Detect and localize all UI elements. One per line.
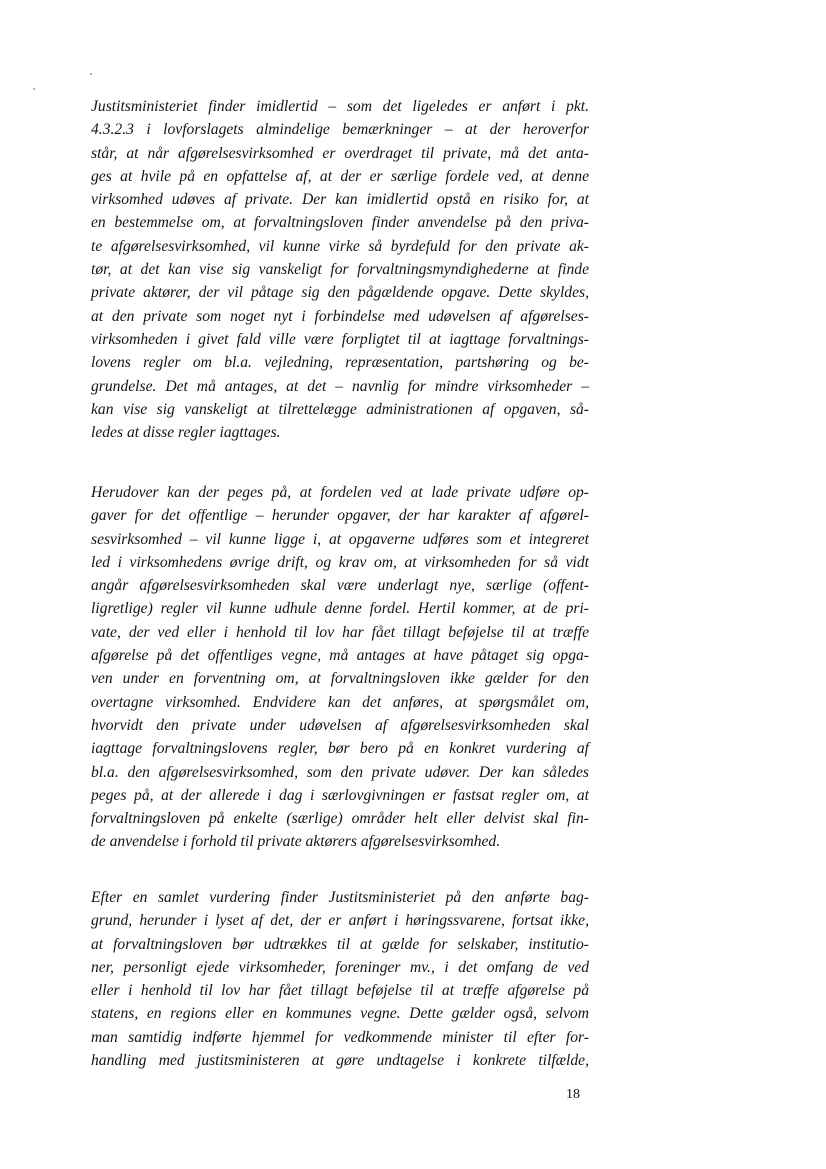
text-line: at forvaltningsloven bør udtrækkes til at gælde for selskaber, institutio- — [91, 935, 589, 953]
text-line: gaver for det offentlige – herunder opgaver, der har karakter af afgørel- — [91, 507, 589, 525]
text-line: bl.a. den afgørelsesvirksomhed, som den private udøver. Der kan således — [91, 763, 589, 781]
text-line: man samtidig indførte hjemmel for vedkommende minister til efter for- — [91, 1028, 589, 1046]
text-line: ges at hvile på en opfattelse af, at der er særlige fordele ved, at denne — [91, 167, 589, 185]
text-line: vate, der ved eller i henhold til lov har fået tillagt beføjelse til at træffe — [91, 623, 589, 641]
text-line: forvaltningsloven på enkelte (særlige) områder helt eller delvist skal fin- — [91, 810, 589, 828]
text-line: står, at når afgørelsesvirksomhed er overdraget til private, må det anta- — [91, 144, 589, 162]
text-line: 4.3.2.3 i lovforslagets almindelige bemærkninger – at der heroverfor — [91, 121, 589, 139]
text-line: private aktører, der vil påtage sig den pågældende opgave. Dette skyldes, — [91, 284, 589, 302]
text-line: tør, at det kan vise sig vanskeligt for forvaltningsmyndighederne at finde — [91, 261, 589, 279]
text-line: virksomhed udøves af private. Der kan imidlertid opstå en risiko for, at — [91, 191, 589, 209]
page-number: 18 — [566, 1087, 580, 1102]
text-line: grund, herunder i lyset af det, der er anført i høringssvarene, fortsat ikke, — [91, 912, 589, 930]
text-line: peges på, at der allerede i dag i særlovgivningen er fastsat regler om, at — [91, 786, 589, 804]
text-line: en bestemmelse om, at forvaltningsloven finder anvendelse på den priva- — [91, 214, 589, 232]
text-line: te afgørelsesvirksomhed, vil kunne virke så byrdefuld for den private ak- — [91, 237, 589, 255]
text-line: Herudover kan der peges på, at fordelen ved at lade private udføre op- — [91, 484, 589, 501]
text-line: iagttage forvaltningslovens regler, bør bero på en konkret vurdering af — [91, 740, 589, 758]
scan-speck — [33, 88, 35, 90]
text-line: statens, en regions eller en kommunes vegne. Dette gælder også, selvom — [91, 1005, 589, 1023]
text-line: lovens regler om bl.a. vejledning, repræsentation, partshøring og be- — [91, 354, 589, 372]
text-line: ligretlige) regler vil kunne udhule denne fordel. Hertil kommer, at de pri- — [91, 600, 589, 618]
text-line: at den private som noget nyt i forbindelse med udøvelsen af afgørelses- — [91, 307, 589, 325]
text-line: virksomheden i givet fald ville være forpligtet til at iagttage forvaltnings- — [91, 330, 589, 348]
text-line: Efter en samlet vurdering finder Justitsministeriet på den anførte bag- — [91, 889, 589, 906]
text-line: eller i henhold til lov har fået tillagt beføjelse til at træffe afgørelse på — [91, 982, 589, 1000]
text-line: ner, personligt ejede virksomheder, foreninger mv., i det omfang de ved — [91, 958, 589, 976]
paragraph-3 — [91, 886, 589, 1072]
text-line: ledes at disse regler iagttages. — [91, 424, 281, 442]
text-line: grundelse. Det må antages, at det – navnlig for mindre virksomheder – — [91, 377, 589, 395]
text-line: angår afgørelsesvirksomheden skal være underlagt nye, særlige (offent- — [91, 577, 589, 595]
text-line: kan vise sig vanskeligt at tilrettelægge administrationen af opgaven, så- — [91, 400, 589, 418]
text-line: afgørelse på det offentliges vegne, må antages at have påtaget sig opga- — [91, 647, 589, 665]
scan-speck — [90, 73, 92, 75]
text-line: handling med justitsministeren at gøre undtagelse i konkrete tilfælde, — [91, 1052, 589, 1070]
paragraph-1 — [91, 95, 589, 444]
paragraph-2 — [91, 481, 589, 854]
text-line: led i virksomhedens øvrige drift, og krav om, at virksomheden for så vidt — [91, 553, 589, 571]
text-line: Justitsministeriet finder imidlertid – som det ligeledes er anført i pkt. — [91, 98, 589, 115]
text-line: overtagne virksomhed. Endvidere kan det anføres, at spørgsmålet om, — [91, 693, 589, 711]
text-line: ven under en forventning om, at forvaltningsloven ikke gælder for den — [91, 670, 589, 688]
text-line: sesvirksomhed – vil kunne ligge i, at opgaverne udføres som et integreret — [91, 530, 589, 548]
text-line: de anvendelse i forhold til private aktørers afgørelsesvirksomhed. — [91, 833, 501, 851]
text-line: hvorvidt den private under udøvelsen af afgørelsesvirksomheden skal — [91, 716, 589, 734]
